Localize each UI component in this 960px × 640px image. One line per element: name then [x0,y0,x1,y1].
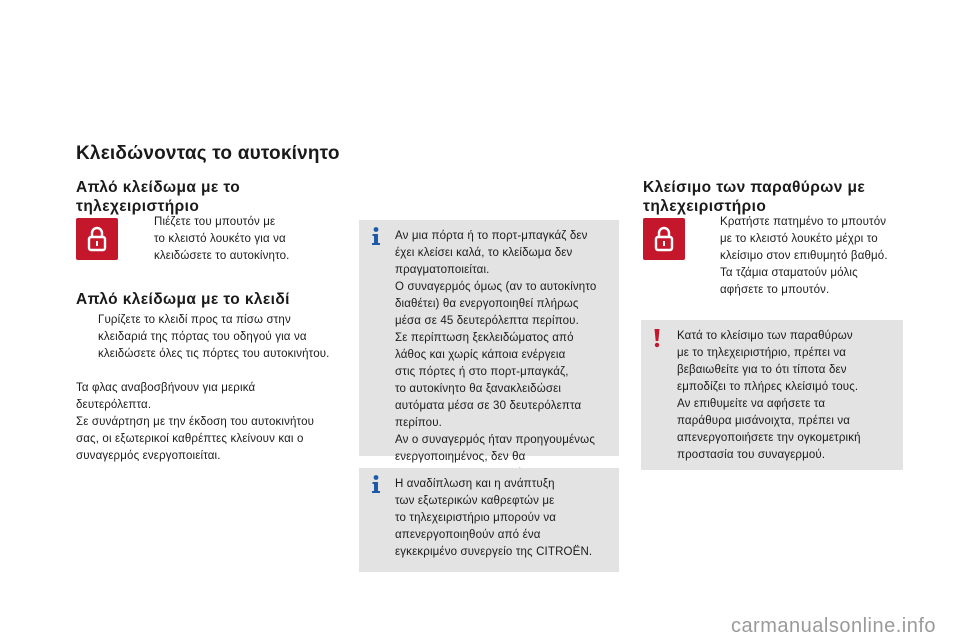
bullet-glyph [132,214,154,265]
remote-lock-instruction: Πιέζετε του μπουτόν με το κλειστό λουκέτο για να κλειδώσετε το αυτοκίνητο. [132,214,332,265]
window-closing-heading: Κλείσιμο των παραθύρων με τηλεχειριστήριο [643,179,866,215]
padlock-closed-icon [653,226,675,252]
info-box-mirrors: Η αναδίπλωση και η ανάπτυξη των εξωτερικών καθρεφτών με το τηλεχειριστήριο μπορούν να απενεργοποιηθούν από ένα εγκεκριμένο συνεργείο της CITROËN. [359,468,619,572]
padlock-closed-icon [86,226,108,252]
info-icon [368,226,384,246]
info-box-door-not-closed: Αν μια πόρτα ή το πορτ-μπαγκάζ δεν έχει κλείσει καλά, το κλείδωμα δεν πραγματοποιείται. Ο συναγερμός όμως (αν το αυτοκίνητο διαθέτει) θα ενεργοποιηθεί πλήρως μέσα σε 45 δευτερόλεπτα περίπου. Σε περίπτωση ξεκλειδώματος από λάθος και χωρίς κάποια ενέργεια στις πόρτες ή στο πορτ-μπαγκάζ, το αυτοκίνητο θα ξανακλειδώσει αυτόματα μέσα σε 30 δευτερόλεπτα περίπου. Αν ο συναγερμός ήταν προηγουμένως ενεργοποιημένος, δεν θα [359,220,619,456]
bullet-glyph [698,214,720,299]
key-lock-instruction: Γυρίζετε το κλειδί προς τα πίσω στην κλειδαριά της πόρτας του οδηγού για να κλειδώσετε όλες τις πόρτες του αυτοκινήτου. [76,312,346,363]
key-lock-heading: Απλό κλείδωμα με το κλειδί [76,291,290,308]
lock-button-tile [643,218,685,260]
lock-button-tile [76,218,118,260]
bullet-glyph [76,312,98,363]
page-title: Κλειδώνοντας το αυτοκίνητο [76,143,340,164]
warning-icon [649,328,665,348]
info-icon [368,474,384,494]
window-closing-instruction: Κρατήστε πατημένο το μπουτόν με το κλειστό λουκέτο μέχρι το κλείσιμο στον επιθυμητό βαθμό. Τα τζάμια σταματούν μόλις αφήσετε το μπουτόν. [698,214,918,299]
watermark: carmanualsonline.info [730,615,936,637]
warning-box-window-closing: Κατά το κλείσιμο των παραθύρων με το τηλεχειριστήριο, πρέπει να βεβαιωθείτε για το ότι τίποτα δεν εμποδίζει το πλήρες κλείσιμό τους. Αν επιθυμείτε να αφήσετε τα παράθυρα μισάνοιχτα, πρέπει να απενεργοποιήσετε την ογκομετρική προστασία του συναγερμού. [641,320,903,470]
remote-lock-heading: Απλό κλείδωμα με το τηλεχειριστήριο [76,179,241,215]
lock-note: Τα φλας αναβοσβήνουν για μερικά δευτερόλεπτα. Σε συνάρτηση με την έκδοση του αυτοκινήτου σας, οι εξωτερικοί καθρέπτες κλείνουν και ο συναγερμός ενεργοποιείται. [76,382,315,462]
